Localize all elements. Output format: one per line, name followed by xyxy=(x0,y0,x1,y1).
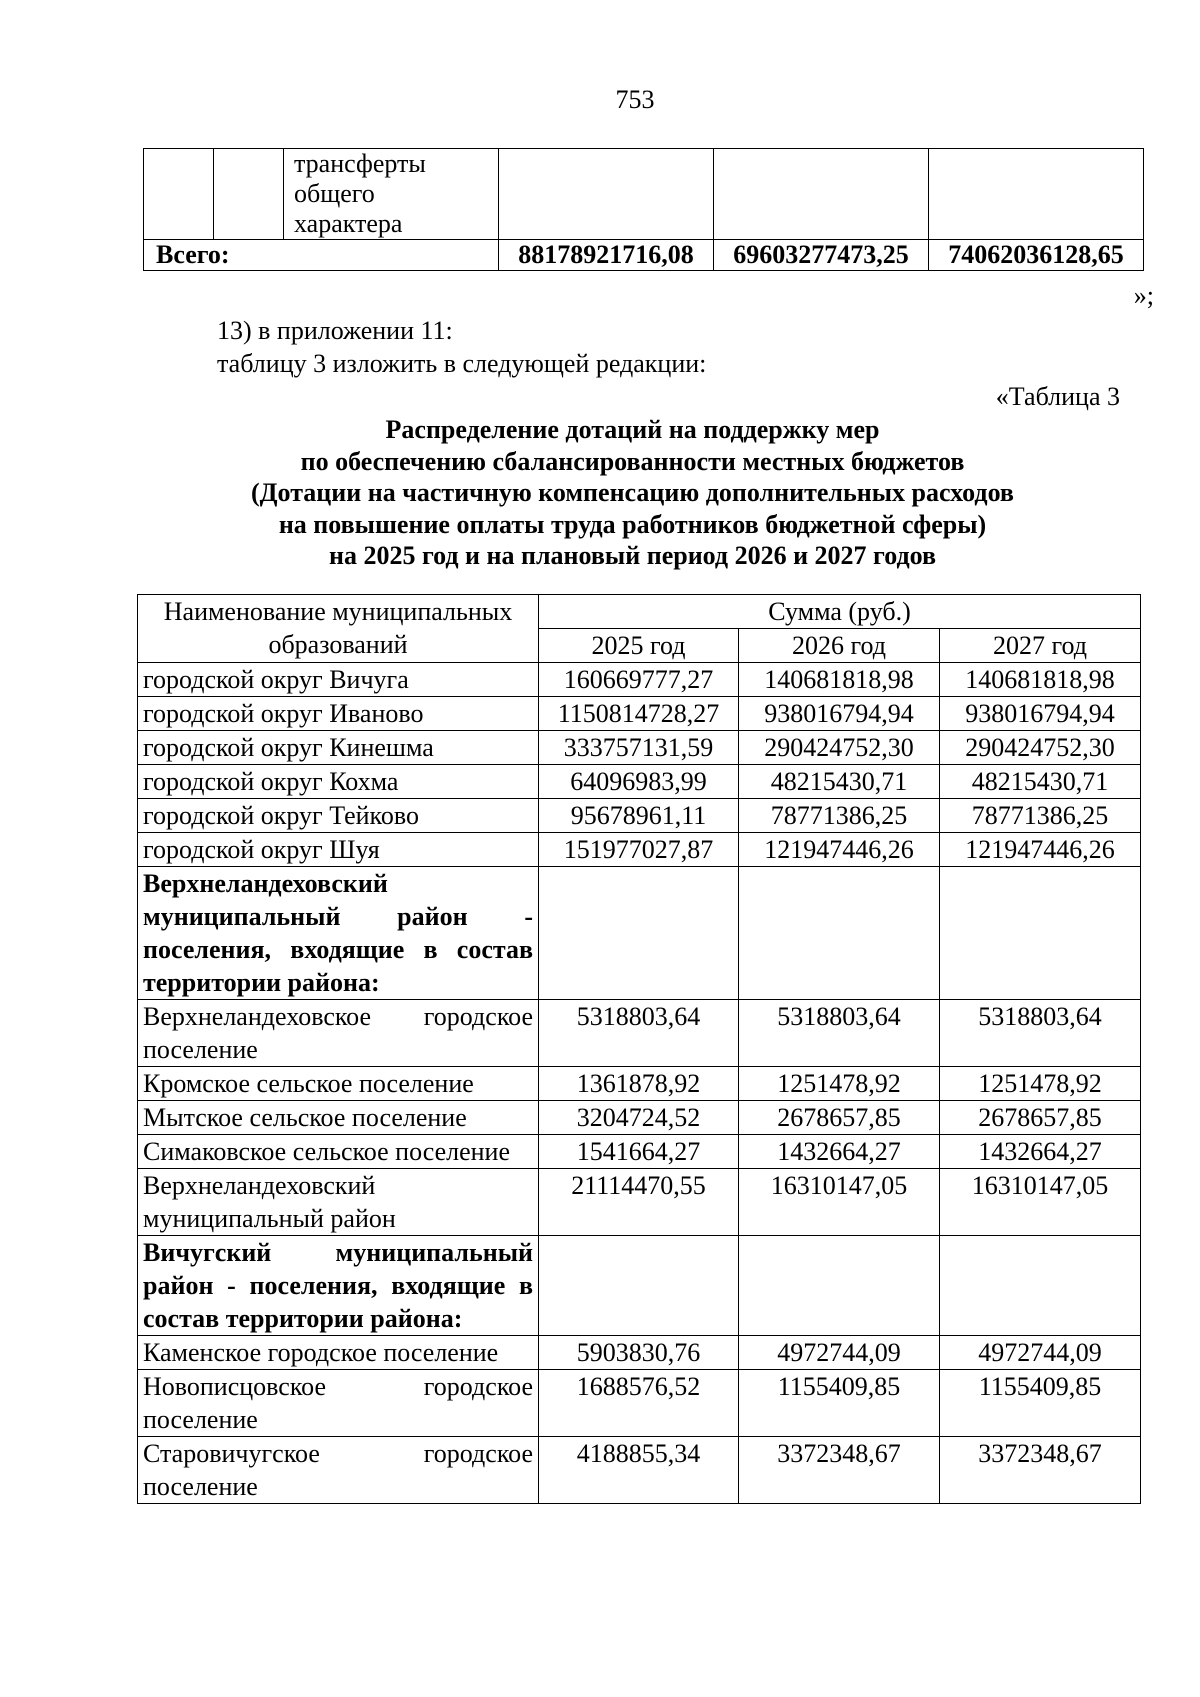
heading-line: (Дотации на частичную компенсацию дополнительных расходов xyxy=(251,478,1014,507)
value-2025: 333757131,59 xyxy=(539,731,739,765)
row-name: Кромское сельское поселение xyxy=(138,1067,539,1101)
col-header-2026: 2026 год xyxy=(739,629,940,663)
table-row xyxy=(138,833,1141,867)
value-2025: 1361878,92 xyxy=(539,1067,739,1101)
value-2027: 1251478,92 xyxy=(940,1067,1141,1101)
value-2027: 3372348,67 xyxy=(940,1437,1141,1504)
row-name: Старовичугское городское поселение xyxy=(138,1437,539,1504)
value-2026: 1251478,92 xyxy=(739,1067,940,1101)
value-2026: 1432664,27 xyxy=(739,1135,940,1169)
table-row xyxy=(138,1336,1141,1370)
table-heading xyxy=(130,414,1135,572)
table-row xyxy=(138,1000,1141,1067)
table-row xyxy=(138,731,1141,765)
value-2027: 1432664,27 xyxy=(940,1135,1141,1169)
col-header-sum: Сумма (руб.) xyxy=(539,595,1141,629)
header-row xyxy=(138,595,1141,629)
subsidy-table xyxy=(137,594,1141,1504)
value-2025: 1688576,52 xyxy=(539,1370,739,1437)
previous-table-fragment xyxy=(143,148,1144,271)
value-2026: 16310147,05 xyxy=(739,1169,940,1236)
table-row xyxy=(138,1370,1141,1437)
row-name: Верхнеландеховское городское поселение xyxy=(138,1000,539,1067)
table-row xyxy=(138,765,1141,799)
group-name: Вичугский муниципальный район - поселения, входящие в состав территории района: xyxy=(138,1236,539,1336)
value-2025: 21114470,55 xyxy=(539,1169,739,1236)
value-2027: 16310147,05 xyxy=(940,1169,1141,1236)
row-name: Новописцовское городское поселение xyxy=(138,1370,539,1437)
value-2026: 4972744,09 xyxy=(739,1336,940,1370)
table-row xyxy=(138,1135,1141,1169)
value-2027: 4972744,09 xyxy=(940,1336,1141,1370)
row-name: городской округ Шуя xyxy=(138,833,539,867)
value-2027: 121947446,26 xyxy=(940,833,1141,867)
value-2027: 2678657,85 xyxy=(940,1101,1141,1135)
value-2027: 140681818,98 xyxy=(940,663,1141,697)
value-2027: 5318803,64 xyxy=(940,1000,1141,1067)
heading-line: на повышение оплаты труда работников бюджетной сферы) xyxy=(278,509,987,539)
col-header-2025: 2025 год xyxy=(539,629,739,663)
table-row xyxy=(138,1437,1141,1504)
value-2027: 1155409,85 xyxy=(940,1370,1141,1437)
heading-line: по обеспечению сбалансированности местных бюджетов xyxy=(300,446,965,476)
value-2025: 5318803,64 xyxy=(539,1000,739,1067)
page-number: 753 xyxy=(615,85,655,114)
heading-line: Распределение дотаций на поддержку мер xyxy=(385,415,880,444)
row-name: городской округ Тейково xyxy=(138,799,539,833)
table-row xyxy=(144,149,1144,240)
row-name: Симаковское сельское поселение xyxy=(138,1135,539,1169)
row-name: Мытское сельское поселение xyxy=(138,1101,539,1135)
value-2025: 3204724,52 xyxy=(539,1101,739,1135)
table-row xyxy=(138,663,1141,697)
row-name: Каменское городское поселение xyxy=(138,1336,539,1370)
table-row xyxy=(138,799,1141,833)
value-2025: 95678961,11 xyxy=(539,799,739,833)
group-header-row xyxy=(138,1236,1141,1336)
value-2027: 78771386,25 xyxy=(940,799,1141,833)
row-name: городской округ Вичуга xyxy=(138,663,539,697)
value-2026: 938016794,94 xyxy=(739,697,940,731)
value-2025: 64096983,99 xyxy=(539,765,739,799)
row-name: городской округ Иваново xyxy=(138,697,539,731)
table-row xyxy=(138,1067,1141,1101)
table-row xyxy=(138,1101,1141,1135)
value-2026: 2678657,85 xyxy=(739,1101,940,1135)
value-2025: 5903830,76 xyxy=(539,1336,739,1370)
total-row xyxy=(144,240,1144,271)
group-header-row xyxy=(138,867,1141,1000)
value-2026: 290424752,30 xyxy=(739,731,940,765)
amendment-text: таблицу 3 изложить в следующей редакции: xyxy=(217,349,707,378)
value-2027: 48215430,71 xyxy=(940,765,1141,799)
value-2025: 151977027,87 xyxy=(539,833,739,867)
value-2027: 290424752,30 xyxy=(940,731,1141,765)
value-2026: 121947446,26 xyxy=(739,833,940,867)
value-2025: 4188855,34 xyxy=(539,1437,739,1504)
value-2026: 78771386,25 xyxy=(739,799,940,833)
heading-line: на 2025 год и на плановый период 2026 и 2027 годов xyxy=(328,541,937,570)
value-2025: 1150814728,27 xyxy=(539,697,739,731)
value-2025: 160669777,27 xyxy=(539,663,739,697)
table-row xyxy=(138,697,1141,731)
value-2026: 48215430,71 xyxy=(739,765,940,799)
value-2025: 1541664,27 xyxy=(539,1135,739,1169)
row-name: трансферты общего характера xyxy=(284,149,499,240)
total-2027: 74062036128,65 xyxy=(929,240,1144,271)
row-name: Верхнеландеховский муниципальный район xyxy=(138,1169,539,1236)
table-label: «Таблица 3 xyxy=(995,382,1120,411)
total-2026: 69603277473,25 xyxy=(714,240,929,271)
row-name: городской округ Кинешма xyxy=(138,731,539,765)
total-label: Всего: xyxy=(144,240,499,271)
table-row xyxy=(138,1169,1141,1236)
amendment-item: 13) в приложении 11: xyxy=(217,316,453,345)
col-header-name: Наименование муниципальных образований xyxy=(138,595,539,663)
value-2026: 140681818,98 xyxy=(739,663,940,697)
total-2025: 88178921716,08 xyxy=(499,240,714,271)
col-header-2027: 2027 год xyxy=(940,629,1141,663)
value-2026: 3372348,67 xyxy=(739,1437,940,1504)
closing-quote: »; xyxy=(1133,281,1154,310)
value-2026: 5318803,64 xyxy=(739,1000,940,1067)
row-name: городской округ Кохма xyxy=(138,765,539,799)
value-2027: 938016794,94 xyxy=(940,697,1141,731)
value-2026: 1155409,85 xyxy=(739,1370,940,1437)
group-name: Верхнеландеховский муниципальный район - поселения, входящие в состав территории района: xyxy=(138,867,539,1000)
